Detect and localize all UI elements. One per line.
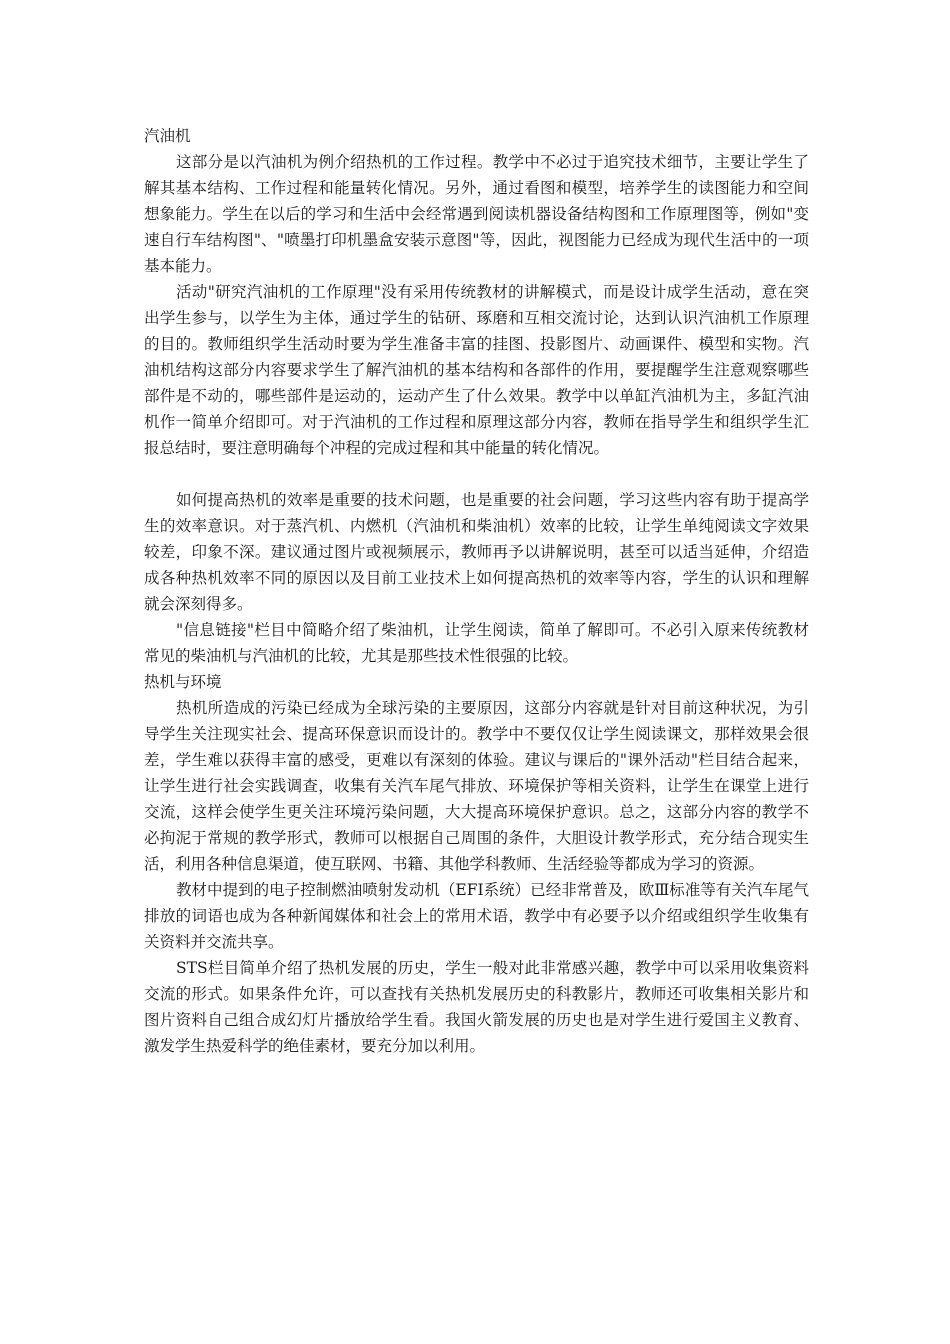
section-heading-gasoline-engine: 汽油机 — [144, 127, 191, 145]
paragraph: 活动"研究汽油机的工作原理"没有采用传统教材的讲解模式，而是设计成学生活动，意在突出学生参与，以学生为主体，通过学生的钻研、琢磨和互相交流讨论，达到认识汽油机工作原理的目的。教师组织学生活动时要为学生准备丰富的挂图、投影图片、动画课件、模型和实物。汽油机结构这部分内容要求学生了解汽油机的基本结构和各部件的作用，要提醒学生注意观察哪些部件是不动的，哪些部件是运动的，运动产生了什么效果。教学中以单缸汽油机为主，多缸汽油机作一简单介绍即可。对于汽油机的工作过程和原理这部分内容，教师在指导学生和组织学生汇报总结时，要注意明确每个冲程的完成过程和其中能量的转化情况。 — [144, 283, 809, 457]
paragraph-gap — [144, 461, 809, 487]
paragraph: 教材中提到的电子控制燃油喷射发动机（EFI系统）已经非常普及，欧Ⅲ标准等有关汽车尾气排放的词语也成为各种新闻媒体和社会上的常用术语，教学中有必要予以介绍或组织学生收集有关资料并交流共享。 — [144, 881, 809, 951]
paragraph: "信息链接"栏目中简略介绍了柴油机，让学生阅读，简单了解即可。不必引入原来传统教材常见的柴油机与汽油机的比较，尤其是那些技术性很强的比较。 — [144, 621, 809, 665]
paragraph: 如何提高热机的效率是重要的技术问题，也是重要的社会问题，学习这些内容有助于提高学生的效率意识。对于蒸汽机、内燃机（汽油机和柴油机）效率的比较，让学生单纯阅读文字效果较差，印象不深。建议通过图片或视频展示，教师再予以讲解说明，甚至可以适当延伸，介绍造成各种热机效率不同的原因以及目前工业技术上如何提高热机的效率等内容，学生的认识和理解就会深刻得多。 — [144, 491, 809, 613]
paragraph: 这部分是以汽油机为例介绍热机的工作过程。教学中不必过于追究技术细节，主要让学生了解其基本结构、工作过程和能量转化情况。另外，通过看图和模型，培养学生的读图能力和空间想象能力。学生在以后的学习和生活中会经常遇到阅读机器设备结构图和工作原理图等，例如"变速自行车结构图"、"喷墨打印机墨盒安装示意图"等，因此，视图能力已经成为现代生活中的一项基本能力。 — [144, 153, 809, 275]
paragraph: STS栏目简单介绍了热机发展的历史，学生一般对此非常感兴趣，教学中可以采用收集资料交流的形式。如果条件允许，可以查找有关热机发展历史的科教影片，教师还可收集相关影片和图片资料自己组合成幻灯片播放给学生看。我国火箭发展的历史也是对学生进行爱国主义教育、激发学生热爱科学的绝佳素材，要充分加以利用。 — [144, 959, 809, 1055]
section-heading-heat-engine-environment: 热机与环境 — [144, 673, 222, 691]
paragraph: 热机所造成的污染已经成为全球污染的主要原因，这部分内容就是针对目前这种状况，为引导学生关注现实社会、提高环保意识而设计的。教学中不要仅仅让学生阅读课文，那样效果会很差，学生难以获得丰富的感受，更难以有深刻的体验。建议与课后的"课外活动"栏目结合起来，让学生进行社会实践调查，收集有关汽车尾气排放、环境保护等相关资料，让学生在课堂上进行交流，这样会使学生更关注环境污染问题，大大提高环境保护意识。总之，这部分内容的教学不必拘泥于常规的教学形式，教师可以根据自己周围的条件，大胆设计教学形式，充分结合现实生活，利用各种信息渠道，使互联网、书籍、其他学科教师、生活经验等都成为学习的资源。 — [144, 699, 809, 873]
document-page — [144, 123, 809, 1059]
